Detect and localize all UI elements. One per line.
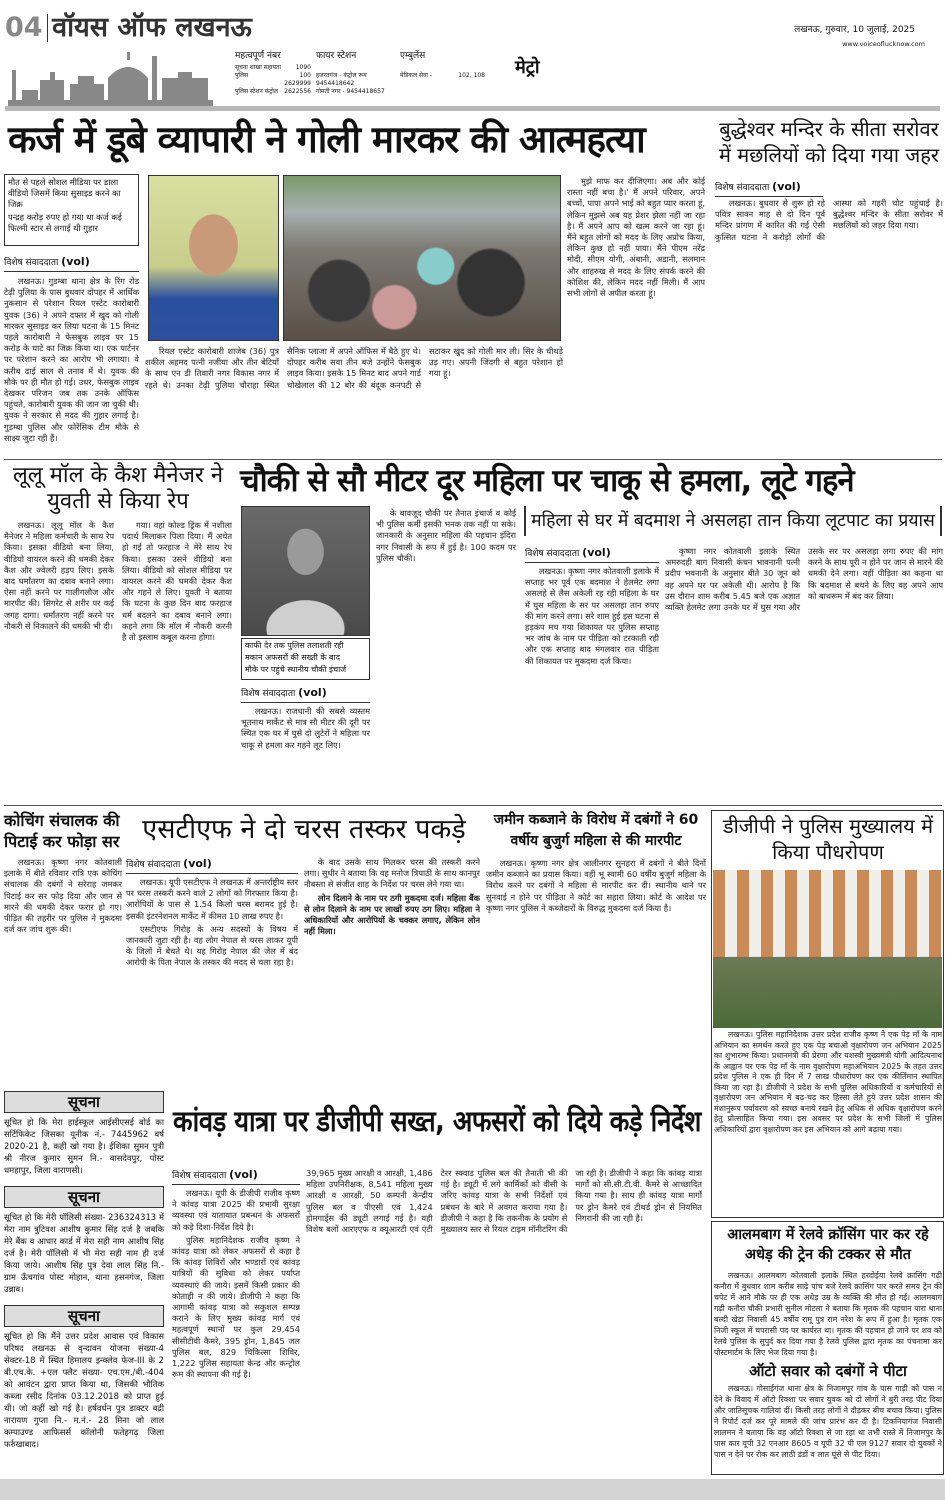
headline-train-accident: आलमबाग में रेलवे क्रॉसिंग पार कर रहे अधेड़ की ट्रेन की टक्कर से मौत (727, 1227, 929, 1263)
article-body (714, 1383, 942, 1472)
section-name: मेट्रो (515, 57, 540, 78)
paragraph: लोन दिलाने के नाम पर ठगी मुकदमा दर्ज। महिला बैंक से लोन दिलाने के नाम पर लाखों रुपए ठग लिए। महिला ने अधिकारियों और आरोपियों के चक्कर लगाए, लेकिन लोन नहीं मिला। (304, 892, 480, 937)
article-body (567, 176, 705, 456)
contact-label: पुलिस स्टेशन कंट्रोल (235, 88, 278, 95)
reporter: विशेष संवाददाता (4, 258, 59, 268)
paragraph: 39,965 मुख्य आरक्षी व आरक्षी, 1,486 महिला उपनिरीक्षक, 8,541 महिला मुख्य आरक्षी व आरक्षी, 50 कम्पनी केन्द्रीय पुलिस बल व पीएसी एवं 1,424 होमगार्ड्स की ड्यूटी लगाई गई है। यही विशेष बलों आरएएफ व क्यूआरटी एवं एंटी टेरर स्क्वाड पुलिस बल की तैनाती भी की गई है। ड्यूटी में लगे कार्मिकों को वीसी के जरिए कांवड़ यात्रा के सभी निर्देशों एवं प्रबंधन के बारे में अवगत कराया गया है। डीजीपी ने कहा है कि तकनीक के प्रयोग से मुख्यालय स्तर से रियल टाइम मॉनीटरिंग की जा रही है। डीजीपी ने कहा कि कांवड़ यात्रा मार्गों को सी.सी.टी.वी. कैमरे से आच्छादित किया गया है। साथ ही कांवड़ यात्रा मार्गों पर ड्रोन कैमरे एवं टीथर्ड ड्रोन से नियमित निगरानी की जा रही है। (306, 1168, 702, 1235)
article-body (304, 857, 480, 1082)
paragraph: एसटीएफ गिरोह के अन्य सदस्यों के विषय में जानकारी जुटा रही है। वह लोग नेपाल से चरस लाकर यूपी के जिलों में बेचते थे। यह गिरोह नेपाल की जेल में बंद आरोपी के पिता नेपाल के तस्कर की मदद से चला रहा है। (126, 923, 298, 968)
trader-photo (148, 175, 279, 341)
section-divider (4, 459, 942, 460)
headline-kanwar-yatra: कांवड़ यात्रा पर डीजीपी सख्त, अफसरों को दिये कड़े निर्देश (173, 1104, 701, 1138)
caption-line: काफी देर तक पुलिस तलाशती रही (245, 641, 344, 650)
contact-number: 2629999 (284, 80, 311, 87)
newspaper-title: वॉयस ऑफ लखनऊ (52, 12, 252, 43)
contact-line: 9454418642 (316, 80, 355, 87)
plantation-photo (713, 870, 942, 1028)
article-body (525, 566, 659, 801)
paragraph: लखनऊ। बुधवार से शुरू हो रहे पवित्र सावन माह से दो दिन पूर्व मन्दिर प्रांगण में कारित की गई ऐसी कुत्सित घटना ने करोड़ों लोगों की आस्था को गहरी चोट पहुंचाई है। बुद्धेश्वर मन्दिर के सीता सरोवर में मछलियों को जहर दिया गया। (715, 198, 943, 242)
contact-number: 100 (299, 72, 311, 79)
paragraph: लखनऊ। यूपी के डीजीपी राजीव कृष्ण ने कांवड़ यात्रा 2025 की प्रभावी सुरक्षा व्यवस्था एवं यातायात प्रबन्धन के अफसरों को कड़े दिशा-निर्देश दिये है। (172, 1188, 300, 1232)
paragraph: गया। वहां कोल्ड ड्रिंक में नशीला पदार्थ मिलाकर पिला दिया। मैं अचेत हो गई तो फरहाज ने मेरे साथ रेप किया। इसका उसने वीडियो बना लिया। वीडियो को सोशल मीडिया पर वायरल करने की धमकी देकर कैश और गहने ले लिए। युवती ने बताया कि घटना के कुछ दिन बाद फरहाज धर्म बदलने का दबाव बनाने लगा। कहने लगा कि मॉल में नौकरी करनी है तो इस्लाम कबूल करना होगा। (122, 520, 232, 643)
story-highlights (4, 174, 139, 246)
notice-text: सूचित हो कि मेरी पॉलिसी संख्या- 236324313 में मेरा नाम त्रुटिवश आशीष कुमार सिंह दर्ज है जबकि मेरे बैंक व आधार कार्ड में मेरा सही नाम आशीष सिंह दर्ज है। मेरी पॉलिसी में भी मेरा सही नाम ही दर्ज किया जाये। आशीष सिंह पुत्र देवा लाल सिंह नि.- ग्राम ऊँचगांव पोस्ट मोहान, थाना हसनगंज, जिला उन्नाव। (4, 1212, 164, 1294)
byline (172, 1168, 300, 1185)
byline-tag: (vol) (582, 546, 611, 559)
paragraph: लखनऊ। कृष्णा नगर क्षेत्र आलीनगर सुनहरा में दबंगों ने बीते दिनों जमीन कब्जाने का प्रयास किया। वहीं भू स्वामी 60 वर्षीय बुजुर्ग महिला के विरोध करने पर दबंगों ने महिला से मारपीट कर दी। स्थानीय थाने पर सुनवाई न होने पर पीड़िता ने कोर्ट का सहारा लिया। कोर्ट के आदेश पर कृष्णा नगर पुलिस ने कब्जेदारों के विरुद्ध मुकदमा दर्ज किया है। (486, 858, 706, 913)
headline-fish-poisoned: बुद्धेश्वर मन्दिर के सीता सरोवर में मछलियों को दिया गया जहर (718, 117, 940, 167)
article-body (715, 198, 943, 456)
paragraph: लखनऊ। लूलू मॉल के कैश मैनेजर ने महिला कर्मचारी के साथ रेप किया। इसका वीडियो बना लिया, वीडियो वायरल करने की धमकी देकर कैश और ज्वेलरी हड़प लिए। इसके बाद धर्मांतरण का दबाव बनाने लगा। ऐसा नहीं करने पर गालीगलौज और मारपीट की। सिगरेट से शरीर पर कई जगह दागा। धर्मांतरण नहीं करने पर नौकरी से निकालने की धमकी भी दी। (4, 520, 114, 631)
byline (525, 546, 659, 563)
highlight-item: मौत से पहले सोशल मीडिया पर डाला वीडियो जिसमें किया सुसाइड करने का जिक्र (8, 177, 121, 209)
photo-caption (241, 638, 370, 680)
header-rule (5, 106, 940, 111)
paragraph: लखनऊ। पुलिस महानिदेशक उत्तर प्रदेश राजीव कृष्ण ने एक पेड़ माँ के नाम अभियान का समर्थन करते हुए एक पेड़ बचाओ वृक्षारोपण जन अभियान 2025 का शुभारम्भ किया। प्रधानमंत्री की प्रेरणा और यशस्वी मुख्यमंत्री योगी आदित्यनाथ के आह्वान पर एक पेड़ माँ के नाम वृक्षारोपण महाअभियान 2025 के तहत उत्तर प्रदेश पुलिस ने एक ही दिन में 7 लाख पौधारोपण कर एक कीर्तिमान स्थापित किया जा रहा है। डीजीपी ने प्रदेश के सभी पुलिस अधिकारियों व कर्मचारियों से वृक्षारोपण जन अभियान में बढ़-चढ़ कर हिस्सा लेते हुये उत्तर प्रदेश शासन की मंशानुरूप पर्यावरण को स्वच्छ बनाये रखने हेतु अधिक से अधिक वृक्षारोपण करने हेतु प्रोत्साहित किया गया। इस अवसर पर प्रदेश के सभी जिलों में पुलिस अधिकारियों द्वारा वृक्षारोपण कर इस अभियान को आगे बढ़ाया गया। (714, 1030, 942, 1134)
reporter: विशेष संवाददाता (715, 183, 770, 193)
contact-label: मेडिकल सेवा - (400, 72, 432, 79)
contact-number: 1090 (295, 64, 311, 71)
headline-stf-arrest: एसटीएफ ने दो चरस तस्कर पकड़े (142, 814, 466, 845)
byline (715, 180, 823, 197)
notice-text: सूचित हो कि मेरा हाईस्कूल आईसीएसई बोर्ड का सर्टिफिकेट जिसका यूनीक नं.- 7445962 वर्ष 2020-21 है, कहीं खो गया है। ईशिका सुमन पुत्री श्री नीरज कुमार सुमन नि.- बासदेवपुर, पोस्ट धमहापुर, जिला वाराणसी। (4, 1117, 164, 1175)
notice-title: सूचना (4, 1091, 164, 1113)
byline (126, 857, 298, 874)
article-body (145, 346, 563, 456)
paragraph: पुलिस महानिदेशक राजीव कृष्ण ने कांवड़ यात्रा को लेकर अफसरों से कहा है कि कांवड़ शिविरों और भण्डारों एवं कांवड़ यात्रियों की सुविधा को लेकर पर्याप्त व्यवस्थाएं की जाये। इसमें किसी प्रकार की कोताही न की जाये। डीजीपी ने कहा कि आगामी कांवड़ यात्रा को सकुशल सम्पन्न कराने के लिए मुख्य कांवड़ मार्ग एवं महत्वपूर्ण स्थानों पर कुल 29,454 सीसीटीवी कैमरे, 395 ड्रोन, 1,845 जल पुलिस बल, 829 चिकित्सा शिविर, 1,222 पुलिस सहायता केन्द्र और कन्ट्रोल रूम की स्थापना की गई है। (172, 1234, 300, 1380)
article-body (665, 546, 943, 801)
masthead-divider (47, 14, 49, 42)
important-numbers (235, 50, 311, 96)
notice-title: सूचना (4, 1305, 164, 1327)
fire-station-label: फायर स्टेशन (316, 51, 357, 61)
paragraph: मुझे माफ कर दीजिएगा। अब और कोई रास्ता नहीं बचा है।' मैं अपने परिवार, अपने बच्चों, पापा अपने भाई को बहुत प्यार करता हूं, लेकिन मुझसे अब यह प्रेशर झेला नहीं जा रहा है। मैं अपने आप को खत्म करने जा रहा हूं। मैंने बहुत लोगों को मदद के लिए अप्रोच किया, लेकिन कुछ हो नहीं पाया। मैंने पीएम नरेंद्र मोदी, सीएम योगी, अंबानी, अडानी, सलमान और शाहरुख से मदद के लिए संपर्क करने की कोशिश की, लेकिन मदद नहीं मिली। मैं आप सभी लोगों से अपील करता हूं। (567, 176, 705, 299)
byline (4, 255, 139, 272)
headline-armed-robbery: महिला से घर में बदमाश ने असलहा तान किया लूटपाट का प्रयास (531, 511, 935, 531)
byline-tag: (vol) (229, 1168, 258, 1181)
article-body (126, 877, 298, 1082)
paragraph: लखनऊ। गुडम्बा थाना क्षेत्र के रिंग रोड टेढ़ी पुलिया के पास बुधवार दोपहर में आर्थिक नुकसान से परेशान रियल एस्टेट कारोबारी युवक (36) ने अपने दफ्तर में खुद को गोली मारकर सुसाइड कर लिया घटना के 15 मिनट पहले कारोबारी ने फेसबुक लाइव पर 15 करोड़ के घाटे का जिक्र किया था। एक पार्टनर पर परेशान करने का आरोप भी लगाया। वे करीब ढाई साल से तनाव में थे। युवक की मौके पर ही मौत हो गई। उधर, फेसबुक लाइव देखकर परिजन जब तक उनके ऑफिस पहुंचते, कारोबारी युवक की जान जा चुकी थी। युवक ने सरकार से मदद की गुहार लगाई है। गुडम्बा पुलिस और फोरेंसिक टीम मौके से साक्ष्य जुटा रही हैं। (4, 276, 139, 443)
fire-station-numbers (316, 50, 396, 96)
headline-coaching-assault: कोचिंग संचालक की पिटाई कर फोड़ा सर (4, 811, 120, 851)
masthead (5, 10, 252, 46)
lucknow-skyline-logo (8, 50, 213, 106)
caption-line: मौके पर पहुंचे स्थानीय चौकी इंचार्ज (245, 665, 347, 674)
reporter: विशेष संवाददाता (172, 1171, 227, 1181)
article-body (306, 1168, 702, 1473)
contact-number: 2622556 (284, 88, 311, 95)
reporter: विशेष संवाददाता (241, 689, 296, 699)
article-body (172, 1188, 300, 1473)
paragraph: कृष्णा नगर कोतवाली इलाके स्थित अमरुदही बाग निवासी कंचन भावनानी पत्नी प्रदीप भवनानी के अनुसार बीते 30 जून को वह अपने घर पर अकेली थी। आरोप है कि उस दौरान शाम करीब 5.45 बजे एक अज्ञात व्यक्ति हेलमेट लगा उनके घर में घुस गया और उसके सर पर असलहा लगा रुपए की मांग करने के साथ पूरी न होने पर जान से मारने की धमकी देने लगा। वहीं पीड़िता का कहना था कि बदमाश से बचने के लिए वह अपने आप को बाथरूम में बंद कर लिया। (665, 546, 943, 613)
caption-line: मकान अफसरों की सख्ती के बाद (245, 653, 340, 662)
paragraph: के बाद उसके साथ मिलकर चरस की तस्करी करने लगा। सुधीर ने बताया कि वह मनोज त्रिपाठी के साथ कानपुर नौबस्ता से संजीत शाह के निर्देश पर चरस लेने गया था। (304, 857, 480, 890)
paragraph: लखनऊ। यूपी एसटीएफ ने लखनऊ में अन्तर्राष्ट्रीय स्तर पर चरस तस्करी करने वाले 2 लोगों को गिरफ्तार किया है। आरोपियों के पास से 1.54 किलो चरस बरामद हुई है। इसकी इंटरनेशनल मार्केट में कीमत 10 लाख रुपए है। (126, 877, 298, 921)
page-number: 04 (5, 12, 43, 43)
highlight-item: पन्द्रह करोड़ रुपए हो गया था कर्ज कई फिल्मी स्टार से लगाई थी गुहार (8, 212, 122, 233)
headline-dgp-plantation: डीजीपी ने पुलिस मुख्यालय में किया पौधरोपण (722, 814, 934, 864)
headline-trader-suicide: कर्ज में डूबे व्यापारी ने गोली मारकर की आत्महत्या (8, 118, 645, 161)
byline-tag: (vol) (183, 857, 212, 870)
paragraph: लखनऊ। आलमबाग कोतवाली इलाके स्थित हरदोईया रेलवे क्रासिंग गढ़ी कनौरा में बुधवार शाम करीब साढ़े पांच बजे रेलवे क्रासिंग पार करते समय ट्रेन की चपेट में आने मौके पर ही एक अधेड़ उम्र के व्यक्ति की मौत हो गई। आलमबाग गढ़ी कनौरा चौकी प्रभारी सुनील मोटला ने बताया कि मृतक की पहचान पारा थाना बल्दी खेड़ा निवासी 45 वर्षीय रामू पुत्र राम नरेश के रूप में हुआ है। मृतक एक निजी स्कूल में चपरासी पद पर कार्यरत था। मृतक की पहचान हो जाने पर शव को रेलवे पुलिस के सुपुर्द कर दिया गया है रेलवे पुलिस द्वारा मृतक का पंचनामा कर पोस्टमार्टम के लिए भेज दिया गया है। (714, 1271, 942, 1357)
byline (241, 686, 370, 703)
section-divider (4, 805, 942, 806)
paragraph: के बावजूद चौकी पर तैनात इंचार्ज व कोई भी पुलिस कर्मी इसकी भनक तक नहीं पा सके। जानकारी के अनुसार महिला की पहचान इंदिरा नगर निवासी के रूप में हुई है। 100 कदम पर पुलिस चौकी। (376, 508, 516, 563)
article-body (241, 706, 370, 801)
paragraph: लखनऊ। गोसाईगंज थाना क्षेत्र के निजामपुर गांव के पास गाड़ी को पास न देने के विवाद में ऑटो रिक्शा पर सवार युवक को दो लोगों ने बुरी तरह पीट दिया और जातिसूचक गालियां दीं। किसी तरह लोगों ने दौड़कर बीच बचाव किया। पुलिस ने रिपोर्ट दर्ज कर पूरे मामले की जांच प्रारंभ कर दी है। टिकनियागंज निवासी लालमन ने बताया कि वह ऑटो रिक्शा से जा रहा था तभी रास्ते में निजामपुर के पास कार यूपी 32 एनआर 8605 व यूपी 32 पी एल 9127 सवार दो युवकों ने पास न देने पर रोक कर लाठी डंडों व लात घूंसे से पीट दिया। (714, 1384, 942, 1459)
paragraph: लखनऊ। राजधानी की सबसे व्यस्तम भूतनाथ मार्केट से मात्र सौ मीटर की दूरी पर स्थित एक घर में घुसे दो लुटेरों ने महिला पर चाकू से हमला कर गहने लूट लिए। (241, 706, 370, 750)
issue-date: लखनऊ, गुरुवार, 10 जुलाई, 2025 (794, 25, 915, 35)
byline-tag: (vol) (298, 686, 327, 699)
contact-label: पुलिस (235, 72, 249, 79)
contact-line: गोमती नगर - 9454418657 (316, 88, 385, 95)
article-body (714, 1270, 942, 1358)
website-link[interactable]: www.voiceoflucknow.com (842, 40, 925, 48)
paragraph: लखनऊ। कृष्णा नगर कोतवाली इलाके में बीते रविवार रात्रि एक कोचिंग संचालक की दबंगों ने सरेराह जमकर पिटाई कर सर फोड़ दिया और जान से मारने की धमकी देकर फरार हो गए। पीड़ित की तहरीर पर पुलिस ने मुकदमा दर्ज कर जांच शुरू की। (4, 857, 122, 935)
important-numbers-label: महत्वपूर्ण नंबर (235, 51, 281, 61)
headline-land-grab: जमीन कब्जाने के विरोध में दबंगों ने 60 वर्षीय बुजुर्ग महिला से की मारपीट (493, 812, 699, 849)
notice-text: सूचित हो कि मैंने उत्तर प्रदेश आवास एवं विकास परिषद लखनऊ से वृन्दावन योजना संख्या-4 सेक्टर-18 में स्थित हिमालय इन्क्लेव फेज-III के 2 बी.एच.के. +एल फ्लैट संख्या- एच.एम./बी.-404 को आवंटन द्वारा प्राप्त किया था, जिसकी भौतिक कब्जा रसीद दिनांक 03.12.2018 को प्राप्त हुई थी। जो कहीं खो गई है। हर्षवर्धन पुत्र डाक्टर बद्री नारायण गुप्ता नि.- म.नं.- 28 मिना जो लाल कम्पाउण्ड आफिसर्स कॉलोनी फतेहगढ़ जिला फर्रुखाबाद। (4, 1331, 164, 1449)
article-body (486, 858, 706, 1082)
victim-photo (241, 506, 370, 636)
contact-number: 102, 108 (458, 72, 485, 79)
ambulance-numbers (400, 50, 485, 80)
ambulance-label: एम्बुलेंस (400, 51, 426, 61)
notices-sidebar (4, 1091, 164, 1460)
paragraph: लखनऊ। कृष्णा नगर कोतवाली इलाके में सप्ताह भर पूर्व एक बदमाश ने हेलमेट लगा असलहे से लैस अकेली रह रही महिला के घर में घुस महिला के सर पर असलहा तान रुपए की मांग करने लगा। सरे शाम हुई इस घटना से हड़कंप मच गया शिकायत पर पुलिस सप्ताह भर जांच के नाम पर पीड़िता को टरकाती रही और एक सप्ताह बाद मंगलवार रात पीड़िता की शिकायत पर मुकदमा दर्ज किया। (525, 566, 659, 666)
headline-lulu-mall: लूलू मॉल के कैश मैनेजर ने युवती से किया रेप (12, 463, 224, 514)
reporter: विशेष संवाददाता (126, 860, 181, 870)
crowd-photo (283, 175, 561, 341)
headline-knife-attack: चौकी से सौ मीटर दूर महिला पर चाकू से हमला, लूटे गहने (240, 463, 854, 499)
contact-label: सूचना शाखा सहायता (235, 64, 281, 71)
byline-tag: (vol) (61, 255, 90, 268)
headline-auto-rider-beaten: ऑटो सवार को दबंगों ने पीटा (749, 1362, 907, 1380)
footer-bar (0, 1479, 945, 1500)
reporter: विशेष संवाददाता (525, 549, 580, 559)
byline-tag: (vol) (772, 180, 801, 193)
article-body (4, 276, 139, 456)
article-body (714, 1030, 942, 1215)
article-body (4, 520, 232, 801)
paragraph: रियल एस्टेट कारोबारी शाजेब (36) पुत्र शकील अहमद पत्नी नजीया और तीन बेटियों के साथ एन डी तिवारी नगर विकास नगर में रहते थे। उनका टेढ़ी पुलिया चौराहा स्थित सैनिक प्लाजा में अपने ऑफिस में बैठे हुए थे। दोपहर करीब सवा तीन बजे उन्होंने फेसबुक लाइव किया। इसके 15 मिनट बाद अपने गार्ड चोखेलाल की 12 बोर की बंदूक कनपटी से सटाकर खुद को गोली मार ली। सिर के चीथड़े उड़ गए। अपनी जिंदगी से बहुत परेशान हो गया हूं। (145, 346, 563, 390)
contact-line: हजरतगंज - कंट्रोल रूम (316, 72, 367, 79)
notice-title: सूचना (4, 1186, 164, 1208)
article-body (376, 508, 516, 801)
article-body (4, 857, 122, 1082)
